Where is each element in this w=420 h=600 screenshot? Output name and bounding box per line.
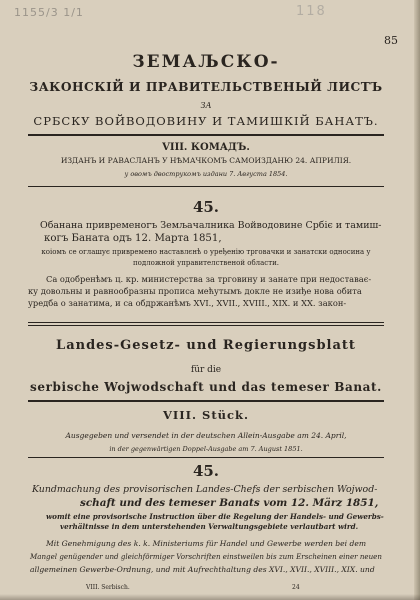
section-divider-bottom xyxy=(28,325,384,326)
serbian-heading-line2: когъ Баната одъ 12. Марта 1851, xyxy=(44,233,222,244)
german-edition-note: Ausgegeben und versendet in der deutschen Allein-Ausgabe am 24. April, xyxy=(65,431,347,440)
german-body-line2: Mangel genügender und gleichförmiger Vorschriften einstweilen bis zum Erscheinen einer neuen xyxy=(30,552,382,561)
serbian-edition: VIII. КОМАДЪ. xyxy=(162,142,250,153)
serbian-subtitle-line2: подложной управителственой области. xyxy=(133,259,279,267)
pencil-annotation-left: 1155/3 1/1 xyxy=(14,6,84,19)
page-edge xyxy=(414,0,420,600)
pencil-annotation-right: 118 xyxy=(296,4,327,19)
german-body-line1: Mit Genehmigung des k. k. Ministeriums für Handel und Gewerbe werden bei dem xyxy=(46,539,367,548)
serbian-edition-note: ИЗДАНЪ И РАВАСЛАНЪ У НѢМАЧКОМЪ САМОИЗДАНЮ 24. АПРИЛІЯ. xyxy=(60,156,352,165)
serbian-edition-note2: у овомъ двострукомъ издани 7. Августа 1854. xyxy=(124,170,288,178)
footer-signature-left: VIII. Serbisch. xyxy=(86,584,130,591)
german-subtitle-line1: womit eine provisorische Instruction über die Regelung der Handels- und Gewerbs- xyxy=(46,512,384,521)
serbian-body-line1: Са одобренѣмъ ц. кр. министерства за трговину и занате при недоставає- xyxy=(46,274,372,284)
german-title-line2: serbische Wojwodschaft und das temeser Banat. xyxy=(30,380,382,394)
serbian-title-line1: ЗЕМАЉСКО- xyxy=(132,52,280,72)
german-title-rule xyxy=(28,400,384,404)
serbian-article-number: 45. xyxy=(192,198,220,216)
serbian-title-line2: ЗАКОНСКІЙ И ПРАВИТЕЛЬСТВЕНЫЙ ЛИСТЪ xyxy=(29,79,383,94)
german-title-fur: für die xyxy=(190,365,222,375)
german-title-line1: Landes-Gesetz- und Regierungsblatt xyxy=(56,338,356,353)
page-bottom-shadow xyxy=(0,594,420,600)
german-body-line3: allgemeinen Gewerbe-Ordnung, und mit Aufrechthaltung des XVI., XVII., XVIII., XIX. und xyxy=(30,565,375,574)
serbian-body-line2: ку довольны и равнообразны прописа мећутымъ докле не изиђе нова обита xyxy=(28,286,362,296)
serbian-subtitle-line1: коіомъ се оглашує привремено наставлєнѣ о уређенію трговачки и занатски односина у xyxy=(41,248,371,256)
german-subtitle-line2: verhältnisse in dem unterstehenden Verwaltungsgebiete verlautbart wird. xyxy=(60,522,359,531)
serbian-body-line3: уредба о занатима, и са обдржанѣмъ XVI., XVII., XVIII., XIX. и XX. закон- xyxy=(28,298,347,308)
serbian-title-line3: СРБСКУ ВОЙВОДОВИНУ И ТАМИШКІЙ БАНАТЪ. xyxy=(33,114,379,128)
serbian-title-za: ЗА xyxy=(200,101,212,110)
german-edition-note2: in der gegenwärtigen Doppel-Ausgabe am 7. August 1851. xyxy=(109,445,303,453)
serbian-heading-line1: Обанана привременогъ Земљачалника Войводовине Србіє и тамиш- xyxy=(40,220,382,231)
page-number: 85 xyxy=(384,34,398,47)
section-divider-top xyxy=(28,322,384,323)
serbian-edition-rule xyxy=(28,186,384,187)
german-heading-line1: Kundmachung des provisorischen Landes-Chefs der serbischen Wojwod- xyxy=(32,484,378,495)
german-edition: VIII. Stück. xyxy=(162,408,250,422)
footer-signature-right: 24 xyxy=(292,584,300,591)
german-heading-line2: schaft und des temeser Banats vom 12. März 1851, xyxy=(80,497,379,509)
serbian-title-rule xyxy=(28,134,384,138)
german-article-number: 45. xyxy=(192,462,220,480)
german-edition-rule xyxy=(28,457,384,458)
